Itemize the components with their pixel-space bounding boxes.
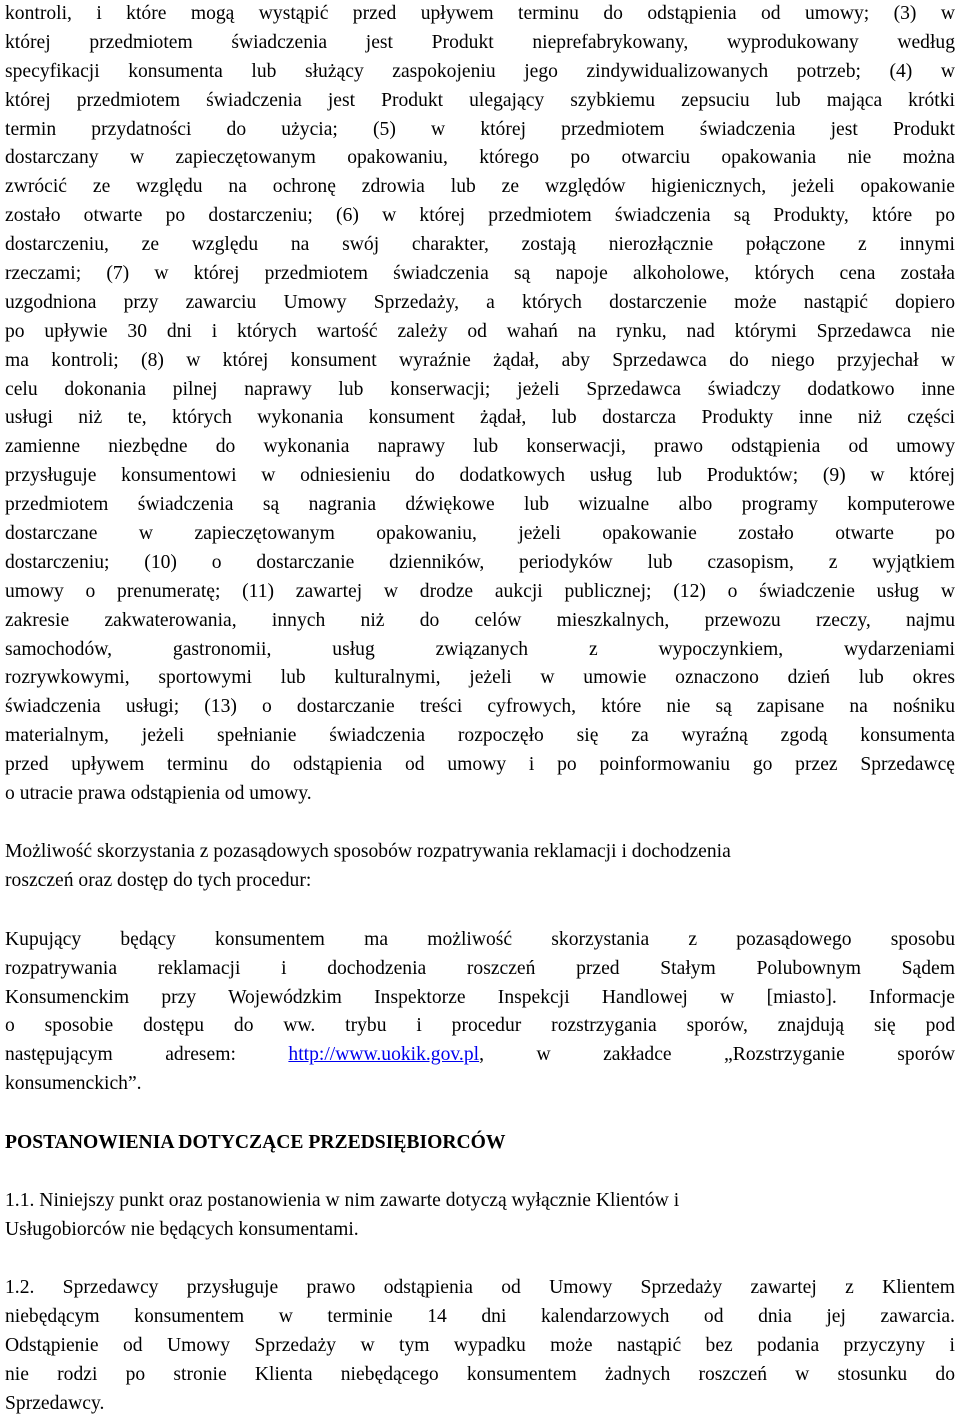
- paragraph-spacer: [5, 1157, 955, 1187]
- paragraph-spacer: [5, 1099, 955, 1129]
- text-line: Odstąpienie od Umowy Sprzedaży w tym wypadku może nastąpić bez podania przyczyny i: [5, 1335, 955, 1357]
- text-line: ma kontroli; (8) w której konsument wyraźnie żądał, aby Sprzedawca do niego przyjechał w: [5, 349, 955, 371]
- text-line: niebędącym konsumentem w terminie 14 dni kalendarzowych od dnia jej zawarcia.: [5, 1306, 955, 1328]
- text-line: uzgodniona przy zawarciu Umowy Sprzedaży, a których dostarczenie może nastąpić dopiero: [5, 291, 955, 313]
- text-line: o utracie prawa odstąpienia od umowy.: [5, 783, 312, 805]
- text-line: rozrywkowymi, sportowymi lub kulturalnymi, jeżeli w umowie oznaczono dzień lub okres: [5, 667, 955, 689]
- text-line: konsumenckich”.: [5, 1073, 142, 1095]
- text-line: zamienne niezbędne do wykonania naprawy lub konserwacji, prawo odstąpienia od umowy: [5, 436, 955, 458]
- text-line: przedmiotem świadczenia są nagrania dźwiękowe lub wizualne albo programy komputerowe: [5, 494, 955, 516]
- text-line: Konsumenckim przy Wojewódzkim Inspektorze Inspekcji Handlowej w [miasto]. Informacje: [5, 986, 955, 1008]
- text-line: zostało otwarte po dostarczeniu; (6) w której przedmiotem świadczenia są Produkty, które po: [5, 205, 955, 227]
- paragraph-spacer: [5, 1245, 955, 1275]
- link-prefix-text: następującym adresem:: [5, 1044, 289, 1066]
- text-line-with-link: [5, 1041, 955, 1070]
- paragraph-dispute-resolution-heading: [5, 838, 955, 896]
- paragraph-1-1: [5, 1187, 955, 1245]
- uokik-link[interactable]: http://www.uokik.gov.pl: [288, 1044, 480, 1066]
- text-line: roszczeń oraz dostęp do tych procedur:: [5, 870, 312, 892]
- text-line: kontroli, i które mogą wystąpić przed upływem terminu do odstąpienia od umowy; (3) w: [5, 3, 955, 24]
- text-line: samochodów, gastronomii, usług związanych z wypoczynkiem, wydarzeniami: [5, 638, 955, 660]
- text-line: rozpatrywania reklamacji i dochodzenia roszczeń przed Stałym Polubownym Sądem: [5, 957, 955, 979]
- text-line: dostarczeniu; (10) o dostarczanie dzienników, periodyków lub czasopism, z wyjątkiem: [5, 551, 955, 573]
- text-line: dostarczeniu, ze względu na swój charakter, zostają nierozłącznie połączone z innymi: [5, 234, 955, 256]
- text-line: dostarczane w zapieczętowanym opakowaniu, jeżeli opakowanie zostało otwarte po: [5, 523, 955, 545]
- text-line: dostarczany w zapieczętowanym opakowaniu, którego po otwarciu opakowania nie można: [5, 147, 955, 169]
- document-page: [5, 0, 955, 1419]
- paragraph-spacer: [5, 896, 955, 926]
- paragraph-withdrawal-exceptions: [5, 0, 955, 809]
- text-line: 1.2. Sprzedawcy przysługuje prawo odstąpienia od Umowy Sprzedaży zawartej z Klientem: [5, 1277, 955, 1299]
- text-line: termin przydatności do użycia; (5) w której przedmiotem świadczenia jest Produkt: [5, 118, 955, 140]
- text-line: umowy o prenumeratę; (11) zawartej w drodze aukcji publicznej; (12) o świadczenie usług w: [5, 580, 955, 602]
- text-line: specyfikacji konsumenta lub służący zaspokojeniu jego zindywidualizowanych potrzeb; (4) w: [5, 60, 955, 82]
- section-heading: [5, 1129, 955, 1158]
- paragraph-spacer: [5, 809, 955, 839]
- text-line: materialnym, jeżeli spełnianie świadczenia rozpoczęło się za wyraźną zgodą konsumenta: [5, 725, 955, 747]
- paragraph-dispute-resolution: [5, 926, 955, 1099]
- link-suffix-text: , w zakładce „Rozstrzyganie sporów: [479, 1044, 955, 1066]
- text-line: rzeczami; (7) w której przedmiotem świadczenia są napoje alkoholowe, których cena została: [5, 263, 955, 285]
- text-line: Usługobiorców nie będących konsumentami.: [5, 1218, 359, 1240]
- text-line: usługi niż te, których wykonania konsument żądał, lub dostarcza Produkty inne niż części: [5, 407, 955, 429]
- text-line: której przedmiotem świadczenia jest Produkt nieprefabrykowany, wyprodukowany według: [5, 31, 955, 53]
- text-line: celu dokonania pilnej naprawy lub konserwacji; jeżeli Sprzedawca świadczy dodatkowo inne: [5, 378, 955, 400]
- text-line: przysługuje konsumentowi w odniesieniu do dodatkowych usług lub Produktów; (9) w której: [5, 465, 955, 487]
- text-line: zakresie zakwaterowania, innych niż do celów mieszkalnych, przewozu rzeczy, najmu: [5, 609, 955, 631]
- text-line: Sprzedawcy.: [5, 1392, 105, 1414]
- text-line: zwrócić ze względu na ochronę zdrowia lub ze względów higienicznych, jeżeli opakowanie: [5, 176, 955, 198]
- text-line: świadczenia usługi; (13) o dostarczanie treści cyfrowych, które nie są zapisane na nośniku: [5, 696, 955, 718]
- text-line: po upływie 30 dni i których wartość zależy od wahań na rynku, nad którymi Sprzedawca nie: [5, 320, 955, 342]
- text-line: o sposobie dostępu do ww. trybu i procedur rozstrzygania sporów, znajdują się pod: [5, 1015, 955, 1037]
- text-line: przed upływem terminu do odstąpienia od umowy i po poinformowaniu go przez Sprzedawcę: [5, 754, 955, 776]
- text-line: Kupujący będący konsumentem ma możliwość skorzystania z pozasądowego sposobu: [5, 928, 955, 950]
- text-line: nie rodzi po stronie Klienta niebędącego konsumentem żadnych roszczeń w stosunku do: [5, 1363, 955, 1385]
- text-line: 1.1. Niniejszy punkt oraz postanowienia w nim zawarte dotyczą wyłącznie Klientów i: [5, 1189, 680, 1211]
- paragraph-1-2: [5, 1274, 955, 1418]
- text-line: Możliwość skorzystania z pozasądowych sposobów rozpatrywania reklamacji i dochodzenia: [5, 841, 731, 863]
- text-line: której przedmiotem świadczenia jest Produkt ulegający szybkiemu zepsuciu lub mająca krótki: [5, 89, 955, 111]
- heading-text: POSTANOWIENIA DOTYCZĄCE PRZEDSIĘBIORCÓW: [5, 1131, 506, 1153]
